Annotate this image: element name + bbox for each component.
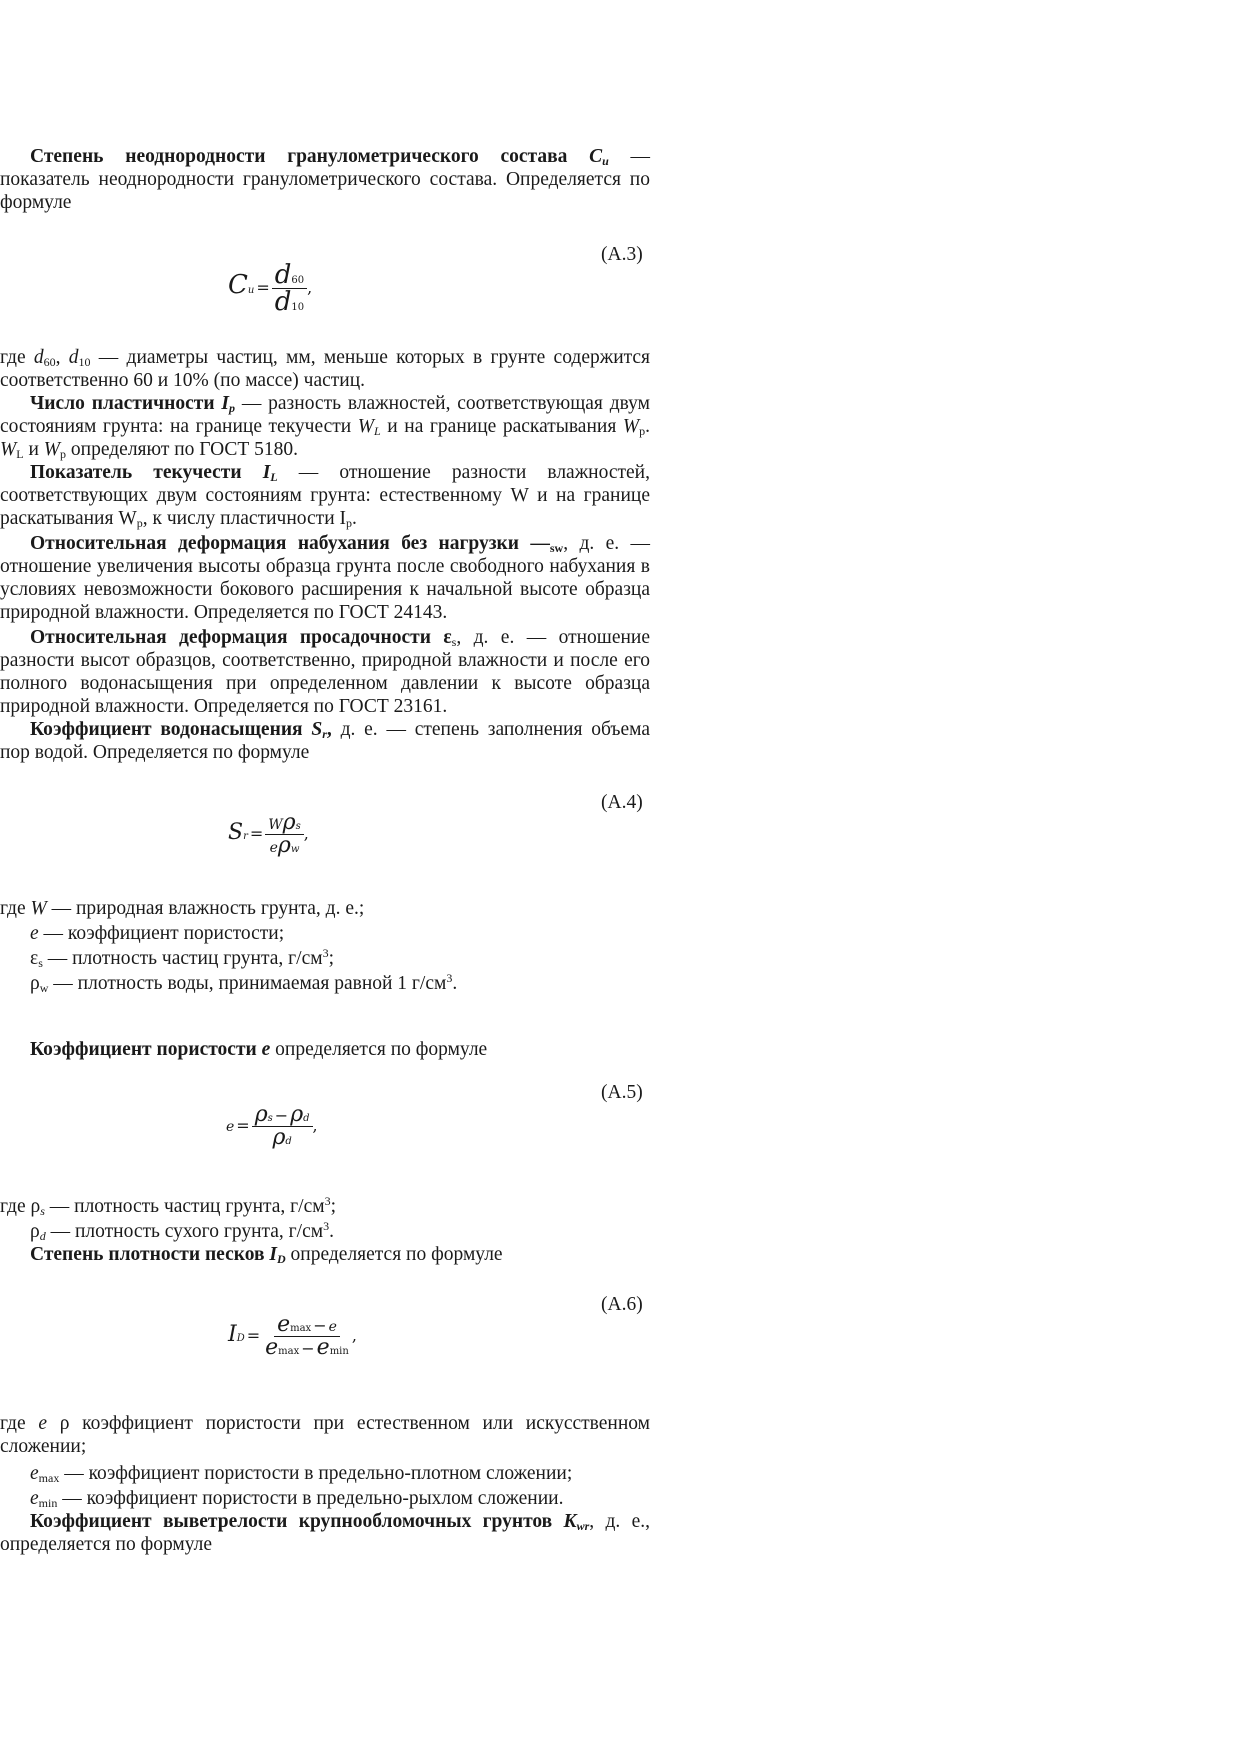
formula-a3: Cu = $\frac{d60}{d10}$ , (228, 260, 313, 317)
where-item: $e_{min}$ — коэффициент пористости в предельно-рыхлом сложении. (30, 1488, 564, 1510)
esl-definition: Относительная деформация просадочности $\varepsilon_s$, д. е. — отношение разности высот образцов, соответственно, природной влажности и после его полного водонасыщения при определенном давлении к высоте образца природной влажности. Определяется по ГОСТ 23161. (0, 627, 650, 717)
sr-where-list (0, 897, 650, 995)
paragraph-block-2 (0, 346, 650, 764)
sr-definition: Коэффициент водонасыщения $S_r$, д. е. — степень заполнения объема пор водой. Определяется по формуле (0, 719, 650, 763)
term: Степень неоднородности гранулометрического состава (30, 146, 568, 167)
formula-a6: ID = $\frac{emax - e}{emax -emin}$ , (228, 1312, 357, 1360)
fraction: $\frac{\rho s -\rho d}{\rho d}$ (252, 1104, 313, 1149)
paragraph-cu (0, 145, 650, 214)
fraction: $\frac{\text{Wρs}}{\text{eρw}}$ (265, 812, 303, 857)
id-definition: Степень плотности песков $I_D$ определяется по формуле (30, 1244, 503, 1266)
fraction: $\frac{emax - e}{emax -emin}$ (265, 1312, 349, 1360)
formula-a5: e = $\frac{\rho s -\rho d}{\rho d}$ , (226, 1102, 318, 1150)
equation-number-a3: (А.3) (601, 244, 643, 265)
equation-number-a4: (А.4) (601, 792, 643, 813)
where-item: где W — природная влажность грунта, д. е.; (0, 898, 365, 919)
formula-a4: Sr = $\frac{\text{Wρs}}{\text{eρw}}$ , (228, 810, 309, 858)
cu-definition: Степень неоднородности гранулометрического состава $C_u$ — показатель неоднородности гранулометрического состава. Определяется по формуле (0, 146, 651, 213)
where-item: $\rho_w$ — плотность воды, принимаемая равной 1 $г/см^3$. (30, 971, 458, 995)
ip-definition: Число пластичности $I_p$ — разность влажностей, соответствующая двум состояниям грунта: на границе текучести $W_L$ и на границе раскатывания $W_p$. $W_L$ и $W_p$ определяют по ГОСТ 5180. (0, 393, 651, 461)
e-definition: Коэффициент пористости e определяется по формуле (30, 1039, 488, 1060)
fraction: $\frac{d60}{d10}$ (272, 262, 307, 315)
equation-number-a5: (А.5) (601, 1082, 643, 1103)
symbol: C (589, 146, 603, 167)
cu-where: где $d_{60}$, $d_{10}$ — диаметры частиц, мм, меньше которых в грунте содержится соответственно 60 и 10% (по массе) частиц. (0, 347, 651, 391)
paragraph-e (0, 1038, 650, 1061)
esw-definition: Относительная деформация набухания без нагрузки $—_{sw}$, д. е. — отношение увеличения высоты образца грунта после свободного набухания в условиях невозможности бокового расширения к начальной высоте образца природной влажности. Определяется по ГОСТ 24143. (0, 533, 650, 623)
e-where-list (0, 1195, 650, 1266)
where-item: $\varepsilon_s$ — плотность частиц грунта, $г/см^3$; (30, 946, 334, 970)
where-item: e — коэффициент пористости; (30, 923, 285, 944)
where-item: где e ρ коэффициент пористости при естественном или искусственном сложении; (0, 1413, 651, 1457)
il-definition: Показатель текучести $I_L$ — отношение разности влажностей, соответствующих двум состояниям грунта: естественному W и на границе раскатывания $W_p$, к числу пластичности $I_p$. (0, 462, 650, 530)
id-where-list (0, 1412, 650, 1556)
kwr-definition: Коэффициент выветрелости крупнообломочных грунтов $K_{wr}$, д. е., определяется по формуле (0, 1511, 650, 1555)
equation-number-a6: (А.6) (601, 1294, 643, 1315)
where-item: $e_{max}$ — коэффициент пористости в предельно-плотном сложении; (30, 1463, 573, 1485)
where-item: $\rho_d$ — плотность сухого грунта, $г/см^3$. (30, 1219, 334, 1243)
where-item: где $\rho_s$ — плотность частиц грунта, $г/см^3$; (0, 1194, 336, 1218)
